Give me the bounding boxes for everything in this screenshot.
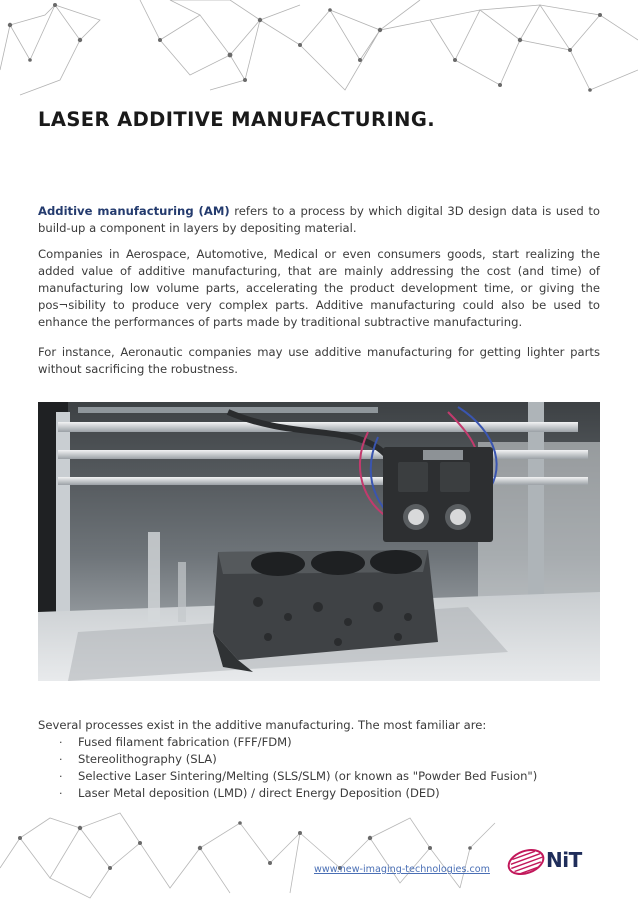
processes-section (38, 717, 600, 802)
bullet: · (59, 753, 63, 766)
paragraph-am-definition-text: refers to a process by which digital 3D design data is used to build-up a component in layers by depositing material. (38, 204, 600, 235)
bullet: · (59, 770, 63, 783)
list-item-text: Stereolithography (SLA) (78, 752, 217, 766)
list-item (38, 785, 600, 802)
website-link[interactable]: www.new-imaging-technologies.com (314, 864, 490, 875)
list-item-text: Laser Metal deposition (LMD) / direct Energy Deposition (DED) (78, 786, 440, 800)
network-decoration-top (0, 0, 638, 100)
list-item (38, 768, 600, 785)
printer-photo (38, 402, 600, 681)
bullet: · (59, 787, 63, 800)
list-item-text: Selective Laser Sintering/Melting (SLS/SLM) (or known as "Powder Bed Fusion") (78, 769, 538, 783)
nit-logo-text: NiT (546, 848, 582, 872)
paragraph-aeronautic: For instance, Aeronautic companies may use additive manufacturing for getting lighter parts without sacrificing the robustness. (38, 345, 600, 376)
list-item (38, 734, 600, 751)
paragraph-am-definition (38, 203, 600, 237)
bullet: · (59, 736, 63, 749)
paragraph-industries: Companies in Aerospace, Automotive, Medical or even consumers goods, start realizing the added value of additive manufacturing, that are mainly addressing the cost (and time) of manufacturing low volume parts, accelerating the product development time, or giving the pos¬sibility to produce very complex parts. Additive manufacturing could also be used to enhance the performances of parts made by traditional subtractive manufacturing. (38, 247, 600, 329)
processes-intro: Several processes exist in the additive manufacturing. The most familiar are: (38, 718, 487, 732)
term-additive-manufacturing: Additive manufacturing (AM) (38, 204, 230, 218)
list-item (38, 751, 600, 768)
processes-list (38, 734, 600, 802)
list-item-text: Fused filament fabrication (FFF/FDM) (78, 735, 292, 749)
page-title: LASER ADDITIVE MANUFACTURING. (38, 108, 436, 131)
